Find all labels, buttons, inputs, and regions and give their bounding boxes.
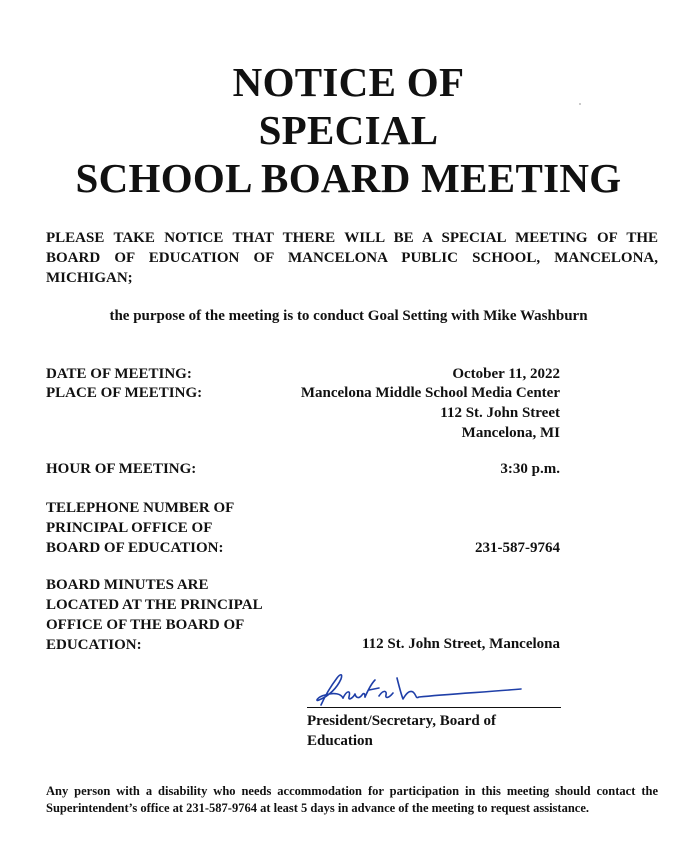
telephone-label: TELEPHONE NUMBER OF PRINCIPAL OFFICE OF BOARD OF EDUCATION:	[46, 500, 235, 556]
signature-caption: President/Secretary, Board of Education	[307, 713, 496, 749]
scan-speck	[579, 103, 581, 105]
place-value-line-1: Mancelona Middle School Media Center	[300, 385, 560, 401]
date-label: DATE OF MEETING:	[46, 366, 192, 382]
title-line-1: NOTICE OF	[232, 59, 465, 105]
purpose-statement: the purpose of the meeting is to conduct Goal Setting with Mike Washburn	[109, 308, 588, 324]
hour-value: 3:30 p.m.	[500, 461, 560, 477]
handwritten-signature	[307, 668, 567, 708]
signature-line	[307, 707, 561, 708]
accessibility-notice: Any person with a disability who needs accommodation for participation in this meeting should contact the Superintendent’s office at 231-587-9764 at least 5 days in advance of the meeting to request assistance.	[46, 784, 658, 815]
place-label: PLACE OF MEETING:	[46, 385, 203, 401]
hour-label: HOUR OF MEETING:	[46, 461, 197, 477]
date-value: October 11, 2022	[452, 366, 560, 382]
minutes-label: BOARD MINUTES ARE LOCATED AT THE PRINCIPAL OFFICE OF THE BOARD OF EDUCATION:	[46, 577, 263, 653]
title-line-2: SPECIAL	[258, 107, 439, 153]
minutes-value: 112 St. John Street, Mancelona	[361, 636, 560, 652]
telephone-value: 231-587-9764	[475, 540, 560, 556]
place-value-line-3: Mancelona, MI	[461, 425, 560, 441]
title-line-3: SCHOOL BOARD MEETING	[75, 155, 622, 201]
notice-paragraph: PLEASE TAKE NOTICE THAT THERE WILL BE A SPECIAL MEETING OF THE BOARD OF EDUCATION OF MANCELONA PUBLIC SCHOOL, MANCELONA, MICHIGAN;	[46, 230, 658, 286]
place-value-line-2: 112 St. John Street	[440, 405, 560, 421]
